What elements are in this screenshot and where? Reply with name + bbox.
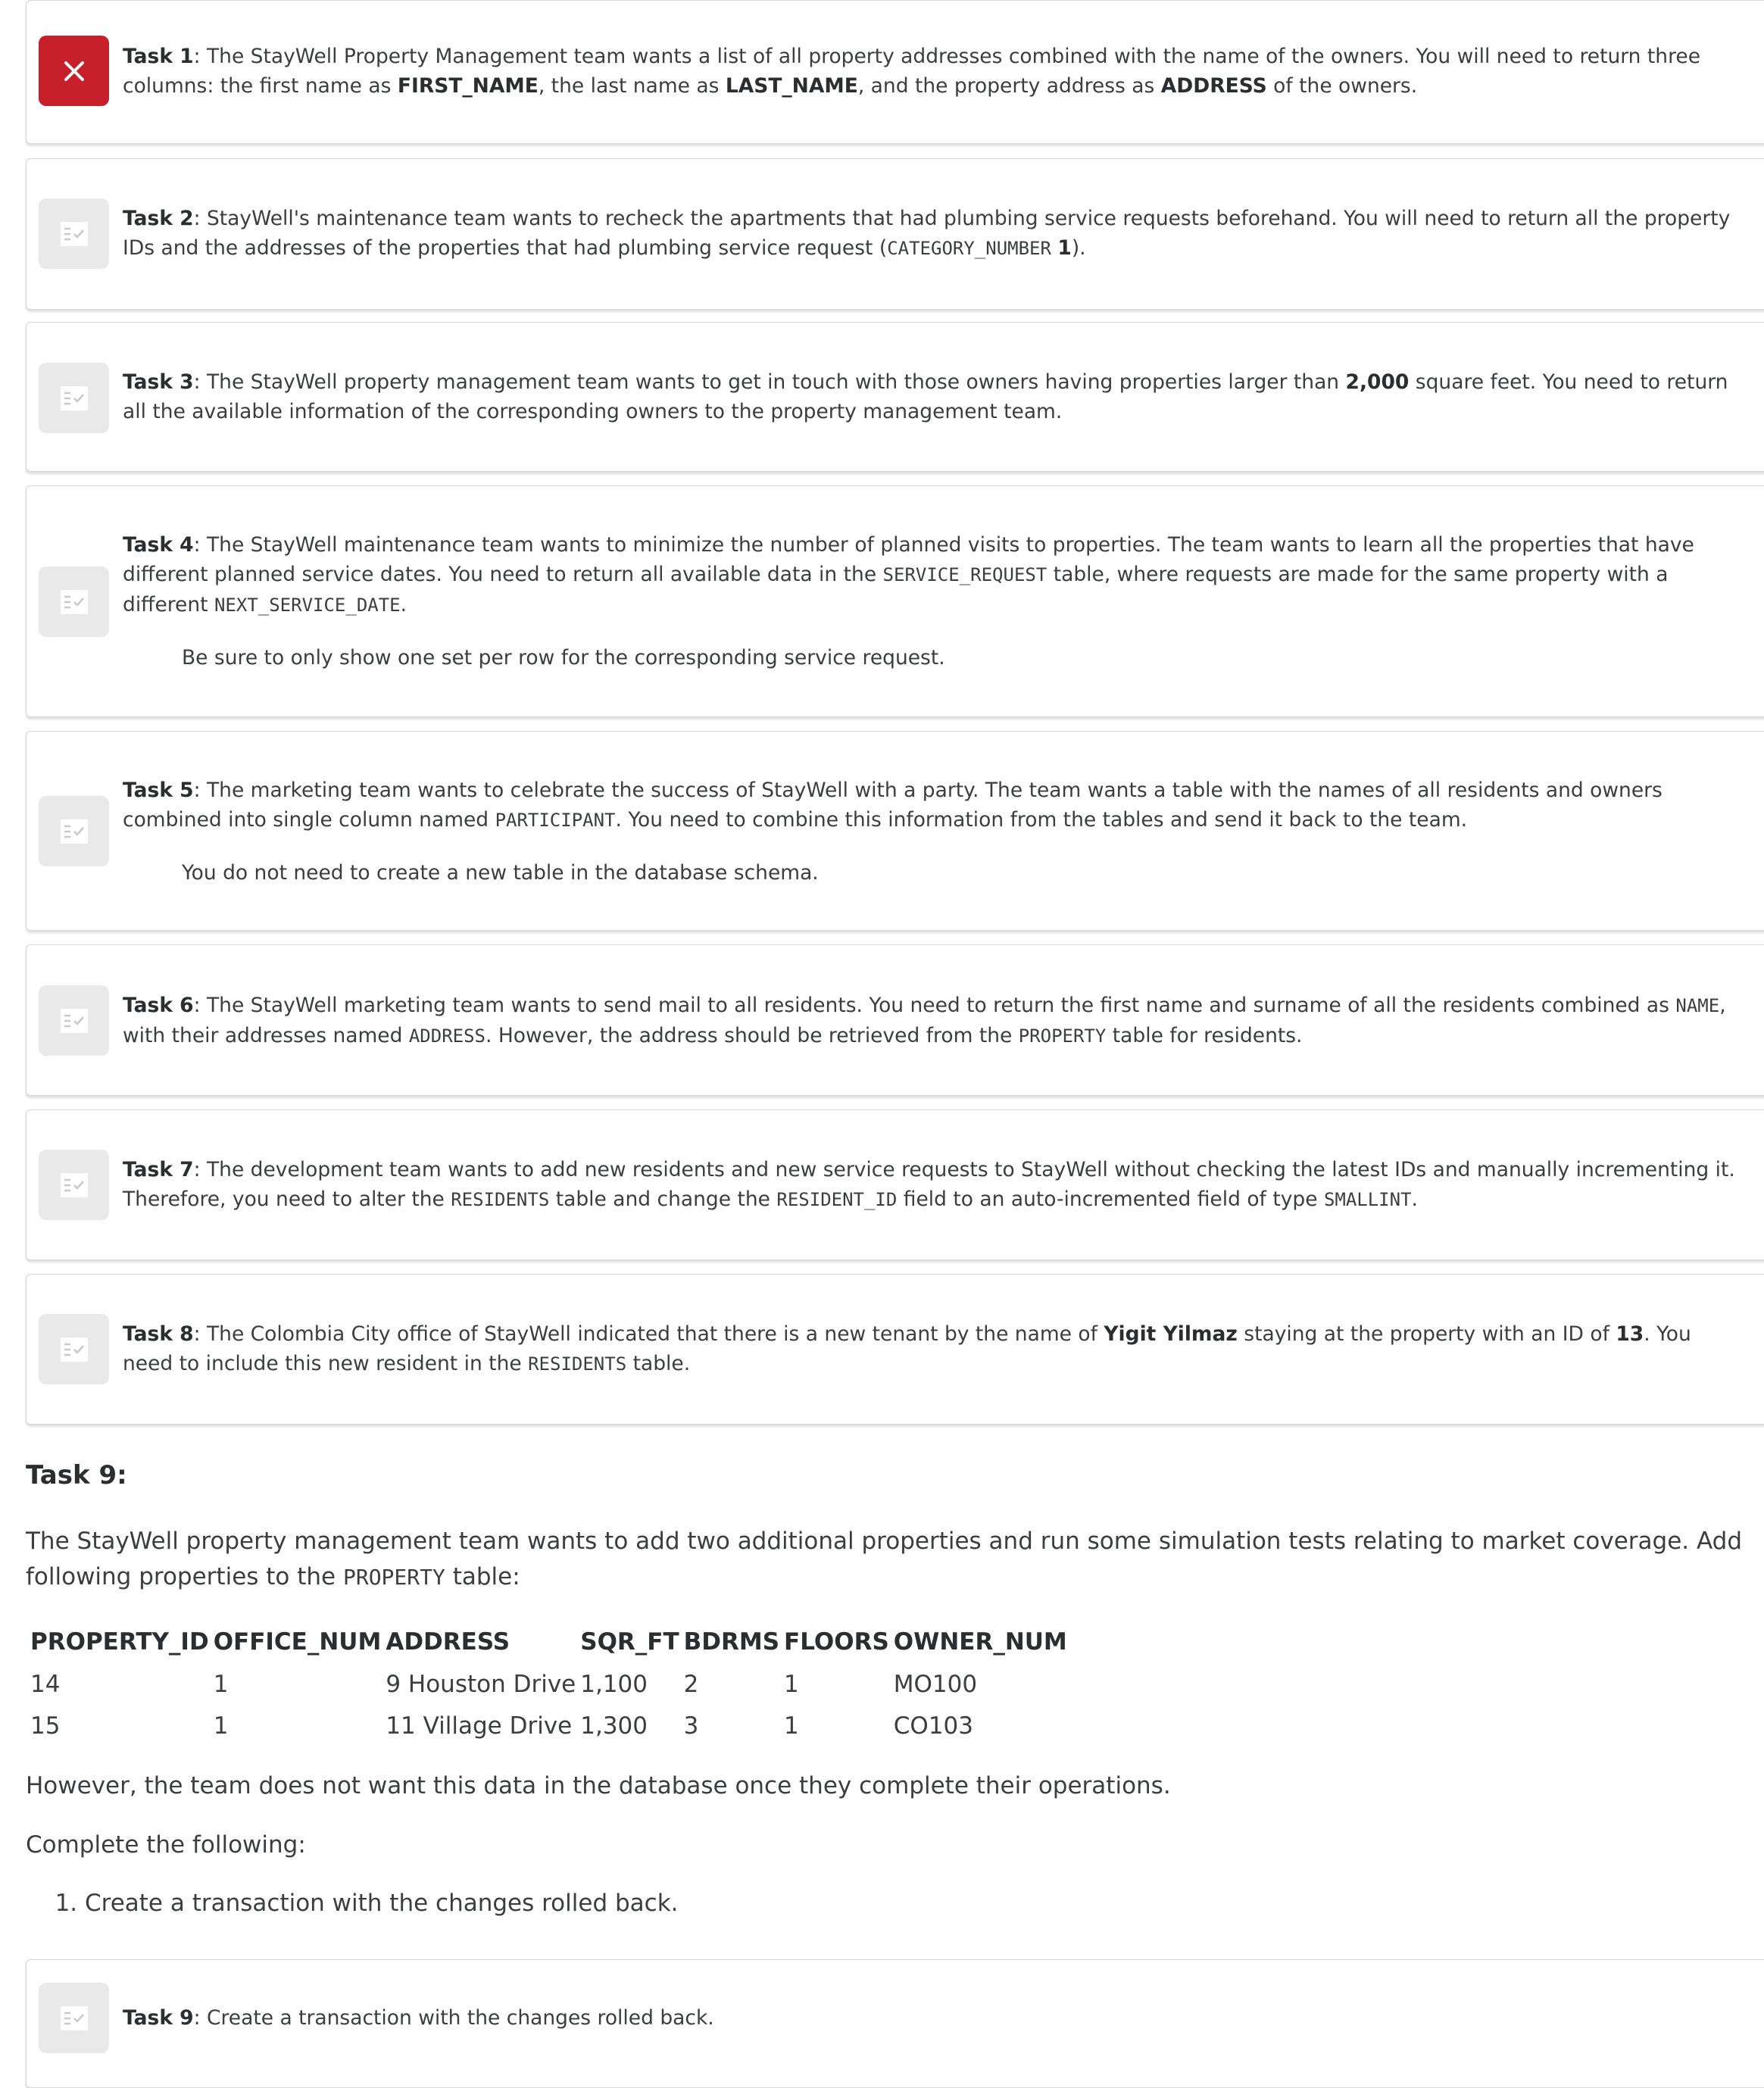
table-cell: 9 Houston Drive bbox=[386, 1670, 576, 1698]
checklist-icon bbox=[39, 1150, 109, 1220]
x-icon bbox=[39, 36, 109, 106]
table-cell: MO100 bbox=[893, 1670, 978, 1698]
table-cell: 1 bbox=[213, 1712, 229, 1740]
task-description: Task 4: The StayWell maintenance team wants to minimize the number of planned visits to properties. The team wants to learn all the properties that have different planned service dates. You need to return all available data in the SERVICE_REQUEST table, where requests are made for the same property with a different NEXT_SERVICE_DATE. Be sure to only show one set per row for the corresponding service request. bbox=[123, 530, 1745, 673]
checklist-icon bbox=[39, 566, 109, 637]
column-header: BDRMS bbox=[683, 1628, 780, 1656]
task-card-9[interactable] bbox=[26, 1959, 1764, 2088]
task-card-3[interactable] bbox=[26, 322, 1764, 472]
checklist-icon bbox=[39, 363, 109, 433]
table-row bbox=[26, 1663, 1067, 1705]
checklist-icon bbox=[39, 985, 109, 1056]
checklist-icon bbox=[39, 1314, 109, 1384]
table-cell: 1,100 bbox=[580, 1670, 648, 1698]
task-note: You do not need to create a new table in the database schema. bbox=[182, 861, 819, 885]
table-header-row bbox=[26, 1621, 1067, 1663]
table-cell: 2 bbox=[683, 1670, 699, 1698]
column-header: SQR_FT bbox=[580, 1628, 679, 1656]
table-cell: 1 bbox=[784, 1670, 799, 1698]
task9-after-table: However, the team does not want this data in the database once they complete their operations. bbox=[26, 1772, 1171, 1799]
table-cell: 14 bbox=[30, 1670, 61, 1698]
checklist-icon bbox=[39, 198, 109, 269]
task-card-7[interactable] bbox=[26, 1110, 1764, 1260]
task-description: Task 1: The StayWell Property Management team wants a list of all property addresses combined with the name of the owners. You will need to return three columns: the first name as FIRST_NAME, the last name as LAST_NAME, and the property address as ADDRESS of the owners. bbox=[123, 45, 1701, 98]
task9-heading: Task 9: bbox=[26, 1460, 127, 1490]
table-cell: 15 bbox=[30, 1712, 61, 1740]
task-card-2[interactable] bbox=[26, 158, 1764, 310]
column-header: OFFICE_NUM bbox=[213, 1628, 382, 1656]
checklist-icon bbox=[39, 1983, 109, 2053]
task9-complete-label: Complete the following: bbox=[26, 1831, 306, 1859]
task-card-5[interactable] bbox=[26, 731, 1764, 931]
table-cell: 1 bbox=[213, 1670, 229, 1698]
task-description: Task 9: Create a transaction with the changes rolled back. bbox=[123, 2006, 714, 2030]
column-header: PROPERTY_ID bbox=[30, 1628, 209, 1656]
list-item: 1. Create a transaction with the changes rolled back. bbox=[85, 1886, 679, 1921]
table-cell: 3 bbox=[683, 1712, 699, 1740]
task-description: Task 3: The StayWell property management team wants to get in touch with those owners having properties larger than 2,000 square feet. You need to return all the available information of the corresponding owners to the property management team. bbox=[123, 370, 1728, 423]
task9-intro: The StayWell property management team wants to add two additional properties and run some simulation tests relating to market coverage. Add following properties to the PROPERTY table: bbox=[26, 1528, 1743, 1590]
task-description: Task 5: The marketing team wants to celebrate the success of StayWell with a party. The team wants a table with the names of all residents and owners combined into single column named PARTICIPANT. You need to combine this information from the tables and send it back to the team. You do not need to create a new table in the database schema. bbox=[123, 776, 1745, 888]
column-header: ADDRESS bbox=[386, 1628, 510, 1656]
task-card-4[interactable] bbox=[26, 485, 1764, 717]
task-description: Task 2: StayWell's maintenance team wants to recheck the apartments that had plumbing service requests beforehand. You will need to return all the property IDs and the addresses of the properties that had plumbing service request (CATEGORY_NUMBER 1). bbox=[123, 207, 1731, 260]
task-card-6[interactable] bbox=[26, 944, 1764, 1096]
table-row bbox=[26, 1705, 1067, 1746]
column-header: OWNER_NUM bbox=[893, 1628, 1067, 1656]
task-card-8[interactable] bbox=[26, 1274, 1764, 1425]
task-note: Be sure to only show one set per row for the corresponding service request. bbox=[182, 646, 945, 669]
task-description: Task 7: The development team wants to add new residents and new service requests to StayWell without checking the latest IDs and manually incrementing it. Therefore, you need to alter the RESIDENTS table and change the RESIDENT_ID field to an auto-incremented field of type SMALLINT. bbox=[123, 1158, 1735, 1211]
table-cell: 11 Village Drive bbox=[386, 1712, 573, 1740]
column-header: FLOORS bbox=[784, 1628, 889, 1656]
task-card-1[interactable] bbox=[26, 0, 1764, 144]
task9-list bbox=[26, 1886, 679, 1921]
task-description: Task 8: The Colombia City office of StayWell indicated that there is a new tenant by the name of Yigit Yilmaz staying at the property with an ID of 13. You need to include this new resident in the RESIDENTS table. bbox=[123, 1322, 1691, 1375]
table-cell: 1,300 bbox=[580, 1712, 648, 1740]
table-cell: CO103 bbox=[893, 1712, 973, 1740]
properties-table bbox=[26, 1621, 1067, 1746]
task-description: Task 6: The StayWell marketing team wants to send mail to all residents. You need to return the first name and surname of all the residents combined as NAME, with their addresses named ADDRESS. However, the address should be retrieved from the PROPERTY table for residents. bbox=[123, 994, 1726, 1047]
checklist-icon bbox=[39, 796, 109, 866]
table-cell: 1 bbox=[784, 1712, 799, 1740]
